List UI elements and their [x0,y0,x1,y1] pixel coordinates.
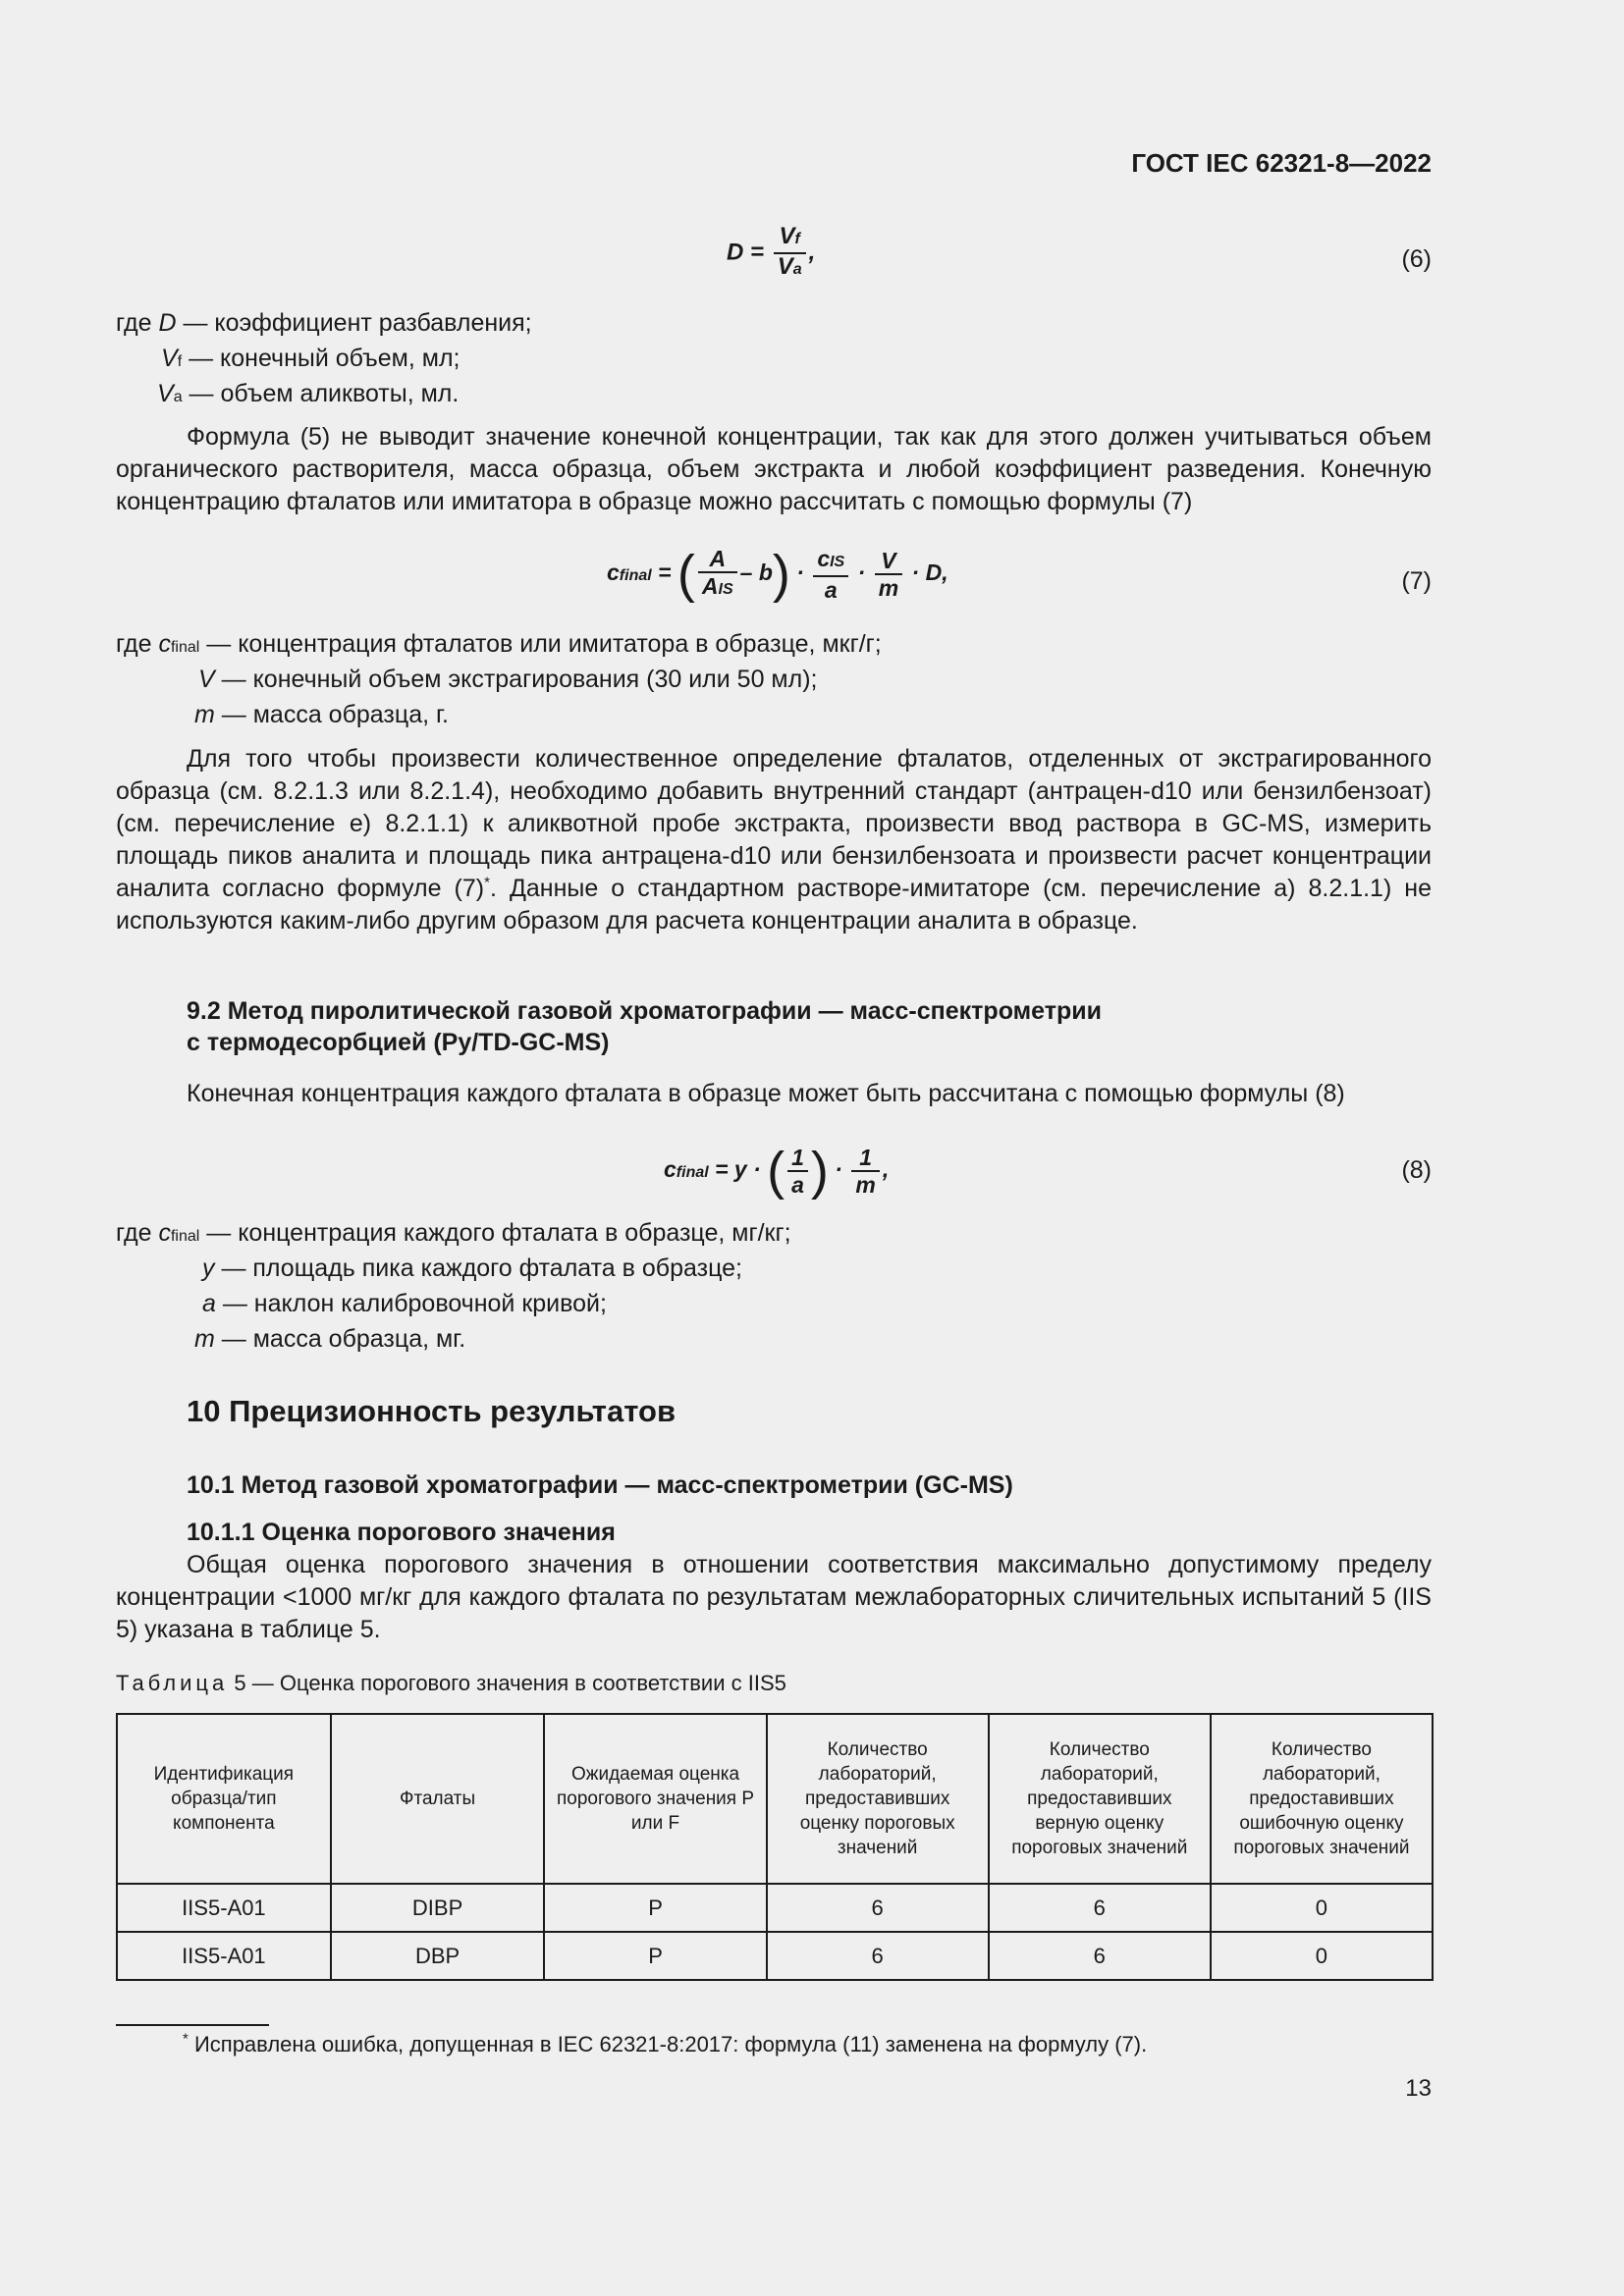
where-item: a — наклон калибровочной кривой; [202,1290,607,1317]
where-item: где cfinal — концентрация каждого фталата в образце, мг/кг; [116,1219,791,1247]
formula-6: D = $\frac{Vf}{Va}$ , [727,223,816,280]
paragraph: Формула (5) не выводит значение конечной концентрации, так как для этого должен учитываться объем органического растворителя, масса образца, объем экстракта и любой коэффициент разведения. Конечную концентрацию фталатов или имитатора в образце можно рассчитать с помощью формулы (7) [116,423,1432,515]
standard-code: ГОСТ IEC 62321-8—2022 [1131,148,1432,178]
where-item: V — конечный объем экстрагирования (30 или 50 мл); [198,666,818,693]
section-heading-10: 10 Прецизионность результатов [187,1394,676,1428]
table-header-row [117,1714,1433,1884]
where-item: m — масса образца, г. [194,701,450,728]
formula-7: cfinal = ( $\frac{A}{\text{AIS}}$ – b) · $\frac{\text{cIS}}{a}$ · $\frac{V}{m}$ · D, [607,545,948,604]
table-cell: P [544,1932,766,1980]
table-caption: Таблица 5 — Оценка порогового значения в соответствии с IIS5 [116,1671,786,1695]
table-cell: 0 [1211,1884,1433,1932]
page-number: 13 [1405,2075,1432,2102]
section-heading-9-2: 9.2 Метод пиролитической газовой хроматографии — масс-спектрометрии с термодесорбцией (Py/TD-GC-MS) [187,997,1102,1056]
section-heading-10-1: 10.1 Метод газовой хроматографии — масс-спектрометрии (GC-MS) [187,1471,1013,1499]
table-row [117,1884,1433,1932]
where-item: m — масса образца, мг. [194,1325,466,1353]
footnote-ref[interactable]: * [484,874,490,891]
column-header: Фталаты [331,1714,545,1884]
where-item: y — площадь пика каждого фталата в образце; [202,1255,742,1282]
table-cell: 6 [767,1884,989,1932]
table-cell: IIS5-A01 [117,1884,331,1932]
paragraph: Конечная концентрация каждого фталата в образце может быть рассчитана с помощью формулы (8) [187,1080,1345,1107]
table-row [117,1932,1433,1980]
column-header: Количество лабораторий, предоставивших ошибочную оценку пороговых значений [1211,1714,1433,1884]
table-cell: 0 [1211,1932,1433,1980]
column-header: Количество лабораторий, предоставивших верную оценку пороговых значений [989,1714,1211,1884]
section-heading-10-1-1: 10.1.1 Оценка порогового значения [187,1519,616,1546]
where-item: где D — коэффициент разбавления; [116,309,532,337]
table-cell: DBP [331,1932,545,1980]
formula-6-number: (6) [1401,245,1432,273]
formula-7-number: (7) [1401,567,1432,595]
footnote: * Исправлена ошибка, допущенная в IEC 62321-8:2017: формула (11) заменена на формулу (7). [183,2030,1148,2056]
where-item: Vf — конечный объем, мл; [161,345,460,372]
paragraph: Для того чтобы произвести количественное определение фталатов, отделенных от экстрагированного образца (см. 8.2.1.3 или 8.2.1.4), необходимо добавить внутренний стандарт (антрацен-d10 или бензилбензоат) (см. перечисление е) 8.2.1.1) к аликвотной пробе экстракта, произвести ввод раствора в GC-MS, измерить площадь пиков аналита и площадь пика антрацена-d10 или бензилбензоата и произвести расчет концентрации аналита согласно формуле (7)*. Данные о стандартном растворе-имитаторе (см. перечисление а) 8.2.1.1) не используются каким-либо другим образом для расчета концентрации аналита в образце. [116,745,1433,934]
formula-8-number: (8) [1401,1156,1432,1184]
column-header: Количество лабораторий, предоставивших оценку пороговых значений [767,1714,989,1884]
table-cell: DIBP [331,1884,545,1932]
where-item: где cfinal — концентрация фталатов или имитатора в образце, мкг/г; [116,630,882,658]
table-cell: 6 [989,1932,1211,1980]
table-cell: P [544,1884,766,1932]
paragraph: Общая оценка порогового значения в отношении соответствия максимально допустимому пределу концентрации <1000 мг/кг для каждого фталата по результатам межлабораторных сличительных испытаний 5 (IIS 5) указана в таблице 5. [116,1551,1432,1643]
footnote-separator [116,2024,269,2026]
table-cell: IIS5-A01 [117,1932,331,1980]
threshold-table [116,1713,1434,1981]
table-cell: 6 [989,1884,1211,1932]
where-item: Va — объем аликвоты, мл. [157,380,460,407]
column-header: Ожидаемая оценка порогового значения P или F [544,1714,766,1884]
table-cell: 6 [767,1932,989,1980]
formula-8: cfinal = y · ( $\frac{1}{a}$ ) · $\frac{1}{m}$ , [664,1142,890,1201]
column-header: Идентификация образца/тип компонента [117,1714,331,1884]
